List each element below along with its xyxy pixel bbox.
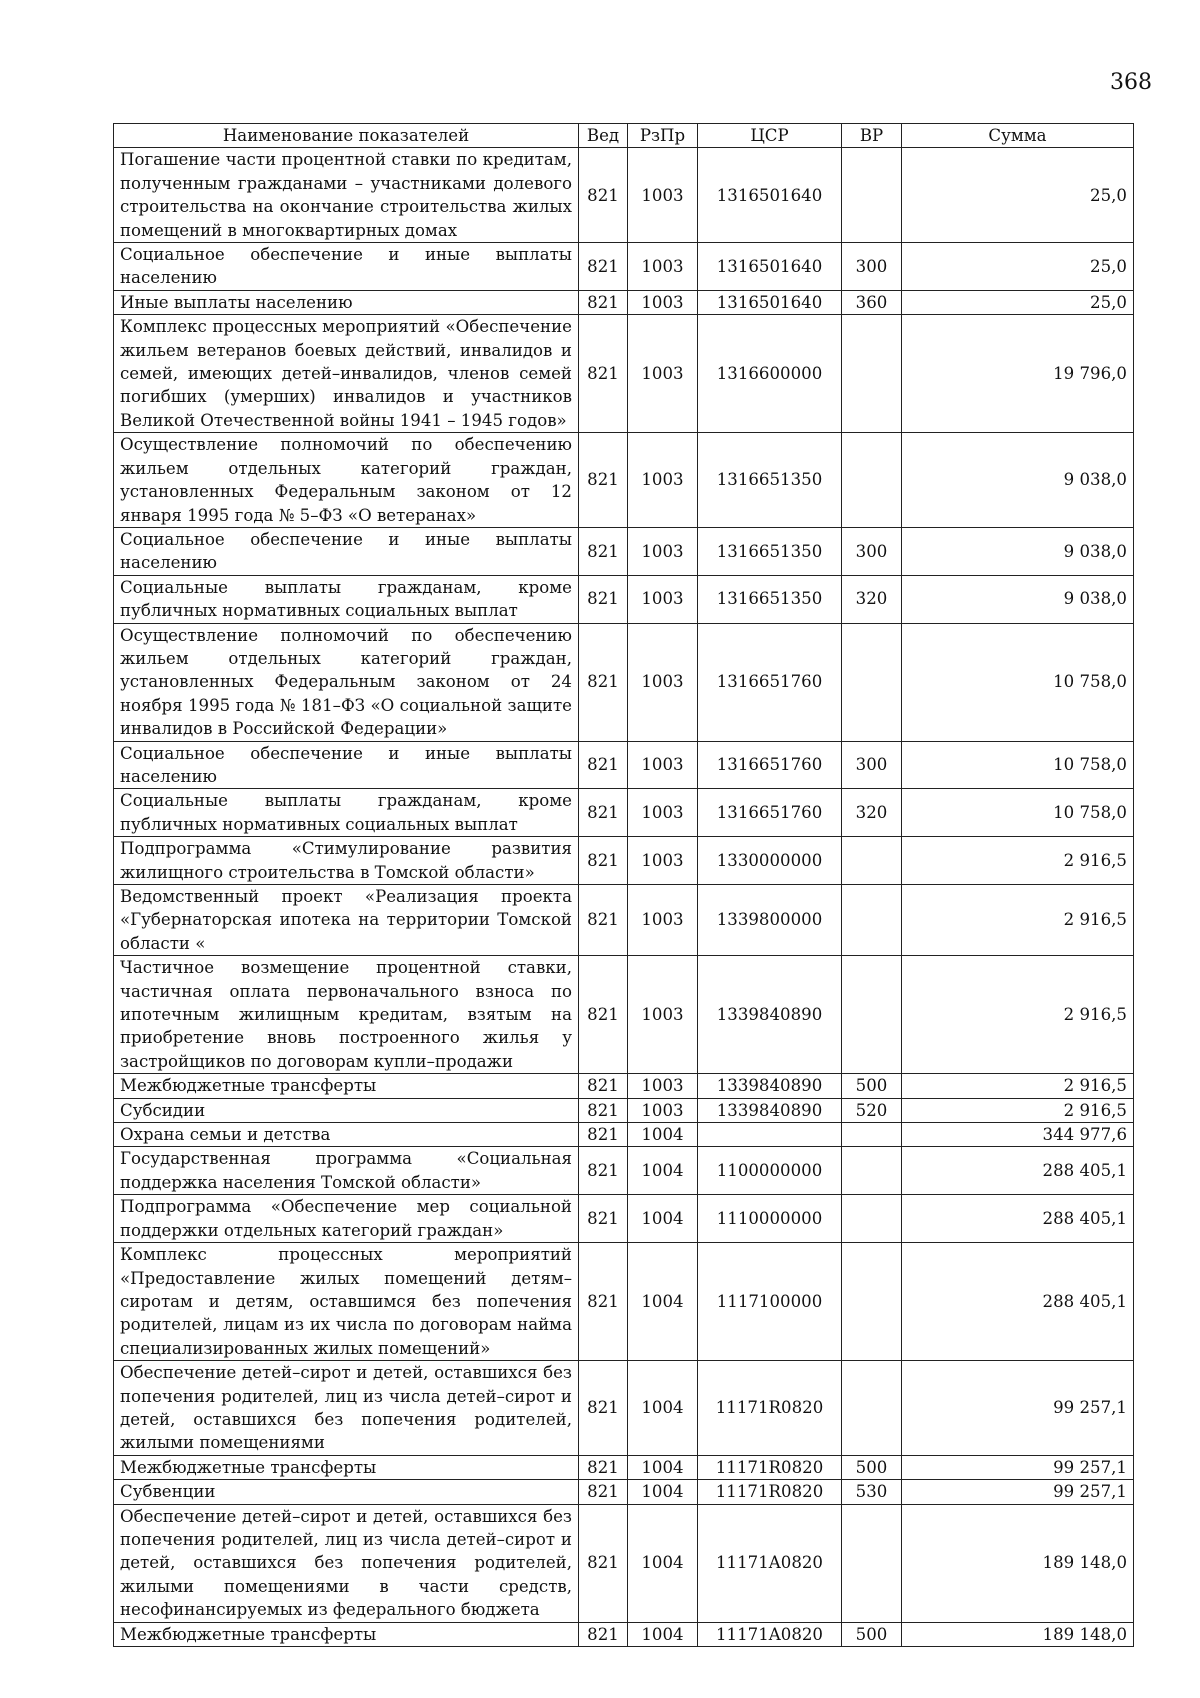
cell-ved: 821 (579, 623, 628, 741)
table-row (114, 741, 1134, 789)
cell-csr: 11171A0820 (698, 1504, 842, 1622)
cell-name: Ведомственный проект «Реализация проекта «Губернаторская ипотека на территории Томской области « (114, 885, 579, 956)
cell-sum: 189 148,0 (902, 1504, 1134, 1622)
table-row (114, 290, 1134, 314)
cell-name: Осуществление полномочий по обеспечению жильем отдельных категорий граждан, установленных Федеральным законом от 24 ноября 1995 года № 181–ФЗ «О социальной защите инвалидов в Российской Федерации» (114, 623, 579, 741)
cell-ved: 821 (579, 1622, 628, 1646)
table-row (114, 1361, 1134, 1456)
cell-sum: 25,0 (902, 148, 1134, 243)
cell-csr: 1316651760 (698, 623, 842, 741)
cell-sum: 25,0 (902, 243, 1134, 291)
table-row (114, 1147, 1134, 1195)
cell-csr: 1316651350 (698, 433, 842, 528)
cell-csr: 1316600000 (698, 315, 842, 433)
cell-rzpr: 1003 (628, 741, 698, 789)
cell-sum: 9 038,0 (902, 433, 1134, 528)
cell-csr: 1316651350 (698, 527, 842, 575)
cell-vr: 320 (842, 575, 902, 623)
table-row (114, 1480, 1134, 1504)
table-row (114, 243, 1134, 291)
cell-ved: 821 (579, 527, 628, 575)
cell-ved: 821 (579, 1098, 628, 1122)
column-header-name: Наименование показателей (114, 124, 579, 148)
cell-vr (842, 885, 902, 956)
table-row (114, 1243, 1134, 1361)
cell-vr: 530 (842, 1480, 902, 1504)
cell-vr (842, 1243, 902, 1361)
column-header-ved: Вед (579, 124, 628, 148)
cell-sum: 99 257,1 (902, 1455, 1134, 1479)
cell-rzpr: 1004 (628, 1361, 698, 1456)
cell-ved: 821 (579, 1504, 628, 1622)
cell-vr: 360 (842, 290, 902, 314)
cell-rzpr: 1003 (628, 623, 698, 741)
table-row (114, 1195, 1134, 1243)
cell-sum: 288 405,1 (902, 1243, 1134, 1361)
cell-vr (842, 1504, 902, 1622)
cell-ved: 821 (579, 148, 628, 243)
cell-ved: 821 (579, 243, 628, 291)
cell-name: Субсидии (114, 1098, 579, 1122)
cell-name: Частичное возмещение процентной ставки, частичная оплата первоначального взноса по ипотечным жилищным кредитам, взятым на приобретение вновь построенного жилья у застройщиков по договорам купли–продажи (114, 956, 579, 1074)
table-header-row (114, 124, 1134, 148)
table-row (114, 956, 1134, 1074)
cell-rzpr: 1004 (628, 1123, 698, 1147)
cell-ved: 821 (579, 741, 628, 789)
cell-rzpr: 1004 (628, 1195, 698, 1243)
cell-rzpr: 1003 (628, 837, 698, 885)
table-row (114, 1455, 1134, 1479)
table-body (114, 148, 1134, 1647)
cell-rzpr: 1003 (628, 575, 698, 623)
cell-vr (842, 623, 902, 741)
cell-vr: 320 (842, 789, 902, 837)
cell-name: Охрана семьи и детства (114, 1123, 579, 1147)
cell-vr: 520 (842, 1098, 902, 1122)
table-row (114, 1622, 1134, 1646)
cell-rzpr: 1003 (628, 290, 698, 314)
cell-sum: 2 916,5 (902, 1098, 1134, 1122)
table-row (114, 837, 1134, 885)
table-row (114, 1123, 1134, 1147)
cell-rzpr: 1003 (628, 1074, 698, 1098)
cell-name: Субвенции (114, 1480, 579, 1504)
cell-name: Государственная программа «Социальная поддержка населения Томской области» (114, 1147, 579, 1195)
cell-name: Социальное обеспечение и иные выплаты населению (114, 243, 579, 291)
cell-sum: 10 758,0 (902, 623, 1134, 741)
cell-csr: 11171R0820 (698, 1480, 842, 1504)
cell-sum: 99 257,1 (902, 1480, 1134, 1504)
cell-ved: 821 (579, 1147, 628, 1195)
cell-name: Межбюджетные трансферты (114, 1074, 579, 1098)
cell-ved: 821 (579, 956, 628, 1074)
cell-sum: 189 148,0 (902, 1622, 1134, 1646)
cell-sum: 9 038,0 (902, 575, 1134, 623)
cell-ved: 821 (579, 1123, 628, 1147)
cell-rzpr: 1003 (628, 956, 698, 1074)
cell-vr: 500 (842, 1455, 902, 1479)
table-row (114, 885, 1134, 956)
cell-vr (842, 315, 902, 433)
cell-ved: 821 (579, 885, 628, 956)
cell-name: Социальные выплаты гражданам, кроме публичных нормативных социальных выплат (114, 575, 579, 623)
table-row (114, 315, 1134, 433)
table-row (114, 1098, 1134, 1122)
cell-name: Обеспечение детей–сирот и детей, оставшихся без попечения родителей, лиц из числа детей–сирот и детей, оставшихся без попечения родителей, жилыми помещениями (114, 1361, 579, 1456)
cell-csr: 1330000000 (698, 837, 842, 885)
cell-ved: 821 (579, 837, 628, 885)
cell-csr: 1339840890 (698, 1098, 842, 1122)
cell-vr: 500 (842, 1074, 902, 1098)
cell-rzpr: 1004 (628, 1243, 698, 1361)
table-row (114, 433, 1134, 528)
cell-csr: 1100000000 (698, 1147, 842, 1195)
cell-rzpr: 1003 (628, 1098, 698, 1122)
cell-ved: 821 (579, 1361, 628, 1456)
cell-vr: 500 (842, 1622, 902, 1646)
cell-ved: 821 (579, 1480, 628, 1504)
cell-name: Межбюджетные трансферты (114, 1622, 579, 1646)
cell-name: Иные выплаты населению (114, 290, 579, 314)
budget-table (113, 123, 1134, 1647)
cell-csr: 1316651760 (698, 789, 842, 837)
cell-csr: 1316651350 (698, 575, 842, 623)
cell-name: Подпрограмма «Обеспечение мер социальной поддержки отдельных категорий граждан» (114, 1195, 579, 1243)
cell-rzpr: 1003 (628, 433, 698, 528)
cell-csr: 11171A0820 (698, 1622, 842, 1646)
cell-csr: 11171R0820 (698, 1361, 842, 1456)
cell-sum: 288 405,1 (902, 1195, 1134, 1243)
cell-ved: 821 (579, 789, 628, 837)
cell-csr: 1316501640 (698, 243, 842, 291)
column-header-csr: ЦСР (698, 124, 842, 148)
cell-sum: 10 758,0 (902, 789, 1134, 837)
cell-csr: 1110000000 (698, 1195, 842, 1243)
table-row (114, 1074, 1134, 1098)
cell-sum: 2 916,5 (902, 1074, 1134, 1098)
column-header-vr: ВР (842, 124, 902, 148)
table-row (114, 789, 1134, 837)
cell-sum: 288 405,1 (902, 1147, 1134, 1195)
cell-vr: 300 (842, 527, 902, 575)
cell-name: Погашение части процентной ставки по кредитам, полученным гражданами – участниками долевого строительства на окончание строительства жилых помещений в многоквартирных домах (114, 148, 579, 243)
cell-rzpr: 1003 (628, 148, 698, 243)
cell-rzpr: 1004 (628, 1480, 698, 1504)
cell-name: Межбюджетные трансферты (114, 1455, 579, 1479)
cell-ved: 821 (579, 315, 628, 433)
cell-sum: 2 916,5 (902, 885, 1134, 956)
cell-rzpr: 1003 (628, 243, 698, 291)
cell-vr (842, 1147, 902, 1195)
cell-sum: 99 257,1 (902, 1361, 1134, 1456)
cell-name: Осуществление полномочий по обеспечению жильем отдельных категорий граждан, установленных Федеральным законом от 12 января 1995 года № 5–ФЗ «О ветеранах» (114, 433, 579, 528)
cell-rzpr: 1004 (628, 1147, 698, 1195)
cell-name: Социальные выплаты гражданам, кроме публичных нормативных социальных выплат (114, 789, 579, 837)
cell-csr (698, 1123, 842, 1147)
cell-rzpr: 1003 (628, 789, 698, 837)
cell-name: Комплекс процессных мероприятий «Предоставление жилых помещений детям–сиротам и детям, оставшимся без попечения родителей, лицам из их числа по договорам найма специализированных жилых помещений» (114, 1243, 579, 1361)
cell-vr (842, 433, 902, 528)
cell-rzpr: 1003 (628, 315, 698, 433)
cell-ved: 821 (579, 290, 628, 314)
cell-sum: 9 038,0 (902, 527, 1134, 575)
cell-rzpr: 1003 (628, 527, 698, 575)
table-row (114, 623, 1134, 741)
cell-name: Обеспечение детей–сирот и детей, оставшихся без попечения родителей, лиц из числа детей–сирот и детей, оставшихся без попечения родителей, жилыми помещениями в части средств, несофинансируемых из федерального бюджета (114, 1504, 579, 1622)
cell-sum: 10 758,0 (902, 741, 1134, 789)
table-row (114, 575, 1134, 623)
cell-vr (842, 837, 902, 885)
cell-sum: 25,0 (902, 290, 1134, 314)
cell-csr: 1339800000 (698, 885, 842, 956)
cell-csr: 1339840890 (698, 956, 842, 1074)
cell-vr: 300 (842, 243, 902, 291)
cell-name: Социальное обеспечение и иные выплаты населению (114, 527, 579, 575)
cell-ved: 821 (579, 1074, 628, 1098)
page-number: 368 (1110, 70, 1152, 95)
cell-vr: 300 (842, 741, 902, 789)
cell-name: Подпрограмма «Стимулирование развития жилищного строительства в Томской области» (114, 837, 579, 885)
cell-sum: 2 916,5 (902, 837, 1134, 885)
cell-sum: 19 796,0 (902, 315, 1134, 433)
cell-sum: 344 977,6 (902, 1123, 1134, 1147)
cell-ved: 821 (579, 575, 628, 623)
cell-vr (842, 148, 902, 243)
cell-rzpr: 1003 (628, 885, 698, 956)
cell-ved: 821 (579, 433, 628, 528)
table-row (114, 1504, 1134, 1622)
cell-vr (842, 1123, 902, 1147)
cell-name: Социальное обеспечение и иные выплаты населению (114, 741, 579, 789)
cell-csr: 1316651760 (698, 741, 842, 789)
cell-rzpr: 1004 (628, 1504, 698, 1622)
cell-csr: 1316501640 (698, 148, 842, 243)
cell-csr: 1339840890 (698, 1074, 842, 1098)
table-row (114, 148, 1134, 243)
cell-ved: 821 (579, 1195, 628, 1243)
cell-sum: 2 916,5 (902, 956, 1134, 1074)
cell-vr (842, 956, 902, 1074)
cell-csr: 1316501640 (698, 290, 842, 314)
cell-csr: 11171R0820 (698, 1455, 842, 1479)
cell-rzpr: 1004 (628, 1622, 698, 1646)
cell-vr (842, 1361, 902, 1456)
cell-vr (842, 1195, 902, 1243)
column-header-rzpr: РзПр (628, 124, 698, 148)
cell-name: Комплекс процессных мероприятий «Обеспечение жильем ветеранов боевых действий, инвалидов и семей, имеющих детей–инвалидов, членов семей погибших (умерших) инвалидов и участников Великой Отечественной войны 1941 – 1945 годов» (114, 315, 579, 433)
cell-rzpr: 1004 (628, 1455, 698, 1479)
cell-csr: 1117100000 (698, 1243, 842, 1361)
column-header-sum: Сумма (902, 124, 1134, 148)
table-row (114, 527, 1134, 575)
cell-ved: 821 (579, 1243, 628, 1361)
cell-ved: 821 (579, 1455, 628, 1479)
